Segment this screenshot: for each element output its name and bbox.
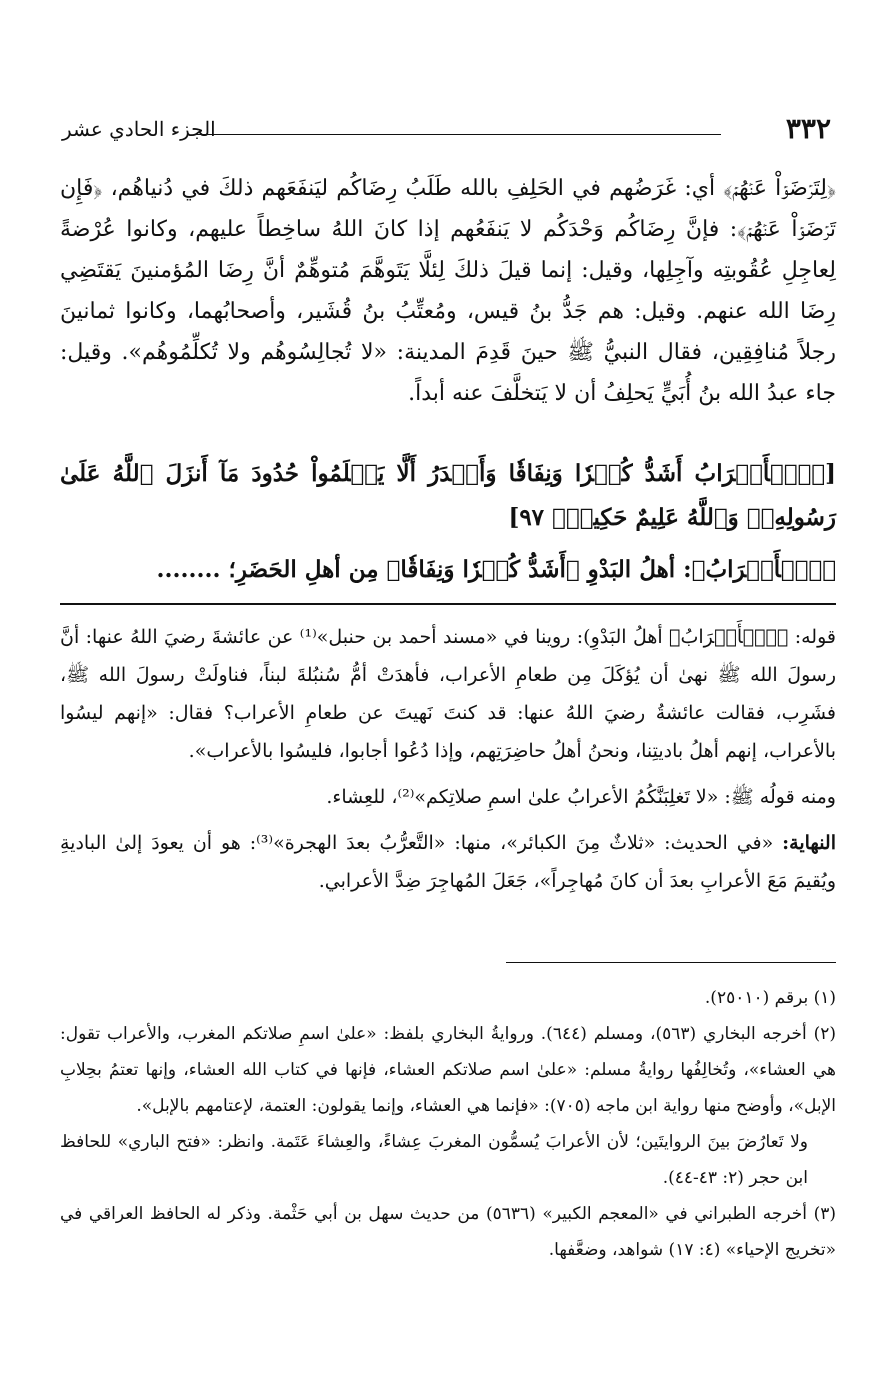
running-head-title: الجزء الحادي عشر xyxy=(62,117,216,141)
section-separator xyxy=(60,603,836,605)
page-number: ٣٣٢ xyxy=(785,112,831,145)
commentary-paragraph: قوله: ﴿ٱلۡأَعۡرَابُ﴾ أهلُ البَدْوِ): روينا في «مسند أحمد بن حنبل»⁽¹⁾ عن عائشةَ رضيَ اللهُ عنها: أنَّ رسولَ الله ﷺ نهىٰ أن يُؤكَلَ مِن طعامِ الأعراب، فأهدَتْ أمُّ سُنبُلةَ لبناً، فناولَتْ رسولَ الله ﷺ، فشَرِب، فقالت عائشةُ رضيَ اللهُ عنها: قد كنتَ نَهيتَ عن طعامِ الأعراب؟ فقال: «إنهم ليسُوا بالأعراب، إنهم أهلُ باديتِنا، ونحنُ أهلُ حاضِرَتِهم، وإذا دُعُوا أجابوا، فليسُوا بالأعراب». xyxy=(60,626,836,762)
tafsir-line: ﴿ٱلۡأَعۡرَابُ﴾: أهلُ البَدْوِ ﴿أَشَدُّ كُفۡرٗا وَنِفَاقٗا﴾ مِن أهلِ الحَضَرِ؛ ........ xyxy=(156,556,836,583)
source-text: «في الحديث: «ثلاثٌ مِنَ الكبائر»، منها: «التَّعرُّبُ بعدَ الهجرة»⁽³⁾: هو أن يعودَ إلىٰ الباديةِ ويُقيمَ مَعَ الأعرابِ بعدَ أن كانَ مُهاجِراً»، جَعَلَ المُهاجِرَ ضِدَّ الأعرابي. xyxy=(60,832,836,892)
footnote: (١) برقم (٢٥٠١٠). xyxy=(704,988,836,1008)
commentary-block xyxy=(60,618,836,900)
commentary-paragraph xyxy=(60,824,836,900)
footnotes-block xyxy=(60,980,836,1268)
footnote-continuation: ولا تَعارُضَ بينَ الروايتَين؛ لأن الأعرابَ يُسمُّون المغربَ عِشاءً، والعِشاءَ عَتَمة. وانظر: «فتح الباري» للحافظ ابن حجر (٢: ٤٣-٤٤). xyxy=(60,1132,808,1188)
quran-verse: [﴿ٱلۡأَعۡرَابُ أَشَدُّ كُفۡرٗا وَنِفَاقٗا وَأَجۡدَرُ أَلَّا يَعۡلَمُواْ حُدُودَ مَآ أَنزَلَ ٱللَّهُ عَلَىٰ رَسُولِهِۦۗ وَٱللَّهُ عَلِيمٌ حَكِيمٞ﴾ ٩٧] xyxy=(60,460,836,531)
footnote-rule xyxy=(506,962,836,963)
footnote: (٢) أخرجه البخاري (٥٦٣)، ومسلم (٦٤٤). وروايةُ البخاري بلفظ: «علىٰ اسمِ صلاتكم المغرب، والأعراب تقول: هي العشاء»، وتُخالِفُها روايةُ مسلم: «علىٰ اسم صلاتكم العشاء، فإنها في كتاب الله العشاء، وإنها تعتمُ بحِلابِ الإبل»، وأوضح منها رواية ابن ماجه (٧٠٥): «فإنما هي العشاء، وإنما يقولون: العتمة، لإعتامهم بالإبل». xyxy=(60,1024,836,1116)
header-rule xyxy=(196,134,721,135)
commentary-paragraph: ومنه قولُه ﷺ: «لا تَغلِبَنَّكُمُ الأعرابُ علىٰ اسمِ صلاتِكم»⁽²⁾، للعِشاء. xyxy=(326,786,836,808)
main-paragraph: ﴿لِتَرۡضَوۡاْ عَنۡهُمۡ﴾ أي: غَرَضُهم في الحَلِفِ بالله طَلَبُ رِضَاكُم ليَنفَعَهم ذلكَ في دُنياهُم، ﴿فَإِن تَرۡضَوۡاْ عَنۡهُمۡ﴾: فإنَّ رِضَاكُم وَحْدَكُم لا يَنفَعُهم إذا كانَ اللهُ ساخِطاً عليهم، وكانوا عُرْضةً لِعاجِلِ عُقُوبتِه وآجِلِها، وقيل: إنما قيلَ ذلكَ لِئلَّا يَتَوهَّمَ مُتوهِّمٌ أنَّ رِضَا المُؤمنينَ يَقتَضِي رِضَا الله عنهم. وقيل: هم جَدُّ بنُ قيس، ومُعتِّبُ بنُ قُشَير، وأصحابُهما، وكانوا ثمانينَ رجلاً مُنافِقِين، فقال النبيُّ ﷺ حينَ قَدِمَ المدينة: «لا تُجالِسُوهُم ولا تُكلِّمُوهُم». وقيل: جاء عبدُ الله بنُ أُبَيٍّ يَحلِفُ أن لا يَتخلَّفَ عنه أبداً. xyxy=(60,176,836,406)
source-label: النهاية: xyxy=(782,832,836,854)
footnote: (٣) أخرجه الطبراني في «المعجم الكبير» (٥٦٣٦) من حديث سهل بن أبي حَثْمة. وذكر له الحافظ العراقي في «تخريج الإحياء» (٤: ١٧) شواهد، وضعَّفها. xyxy=(60,1204,836,1260)
